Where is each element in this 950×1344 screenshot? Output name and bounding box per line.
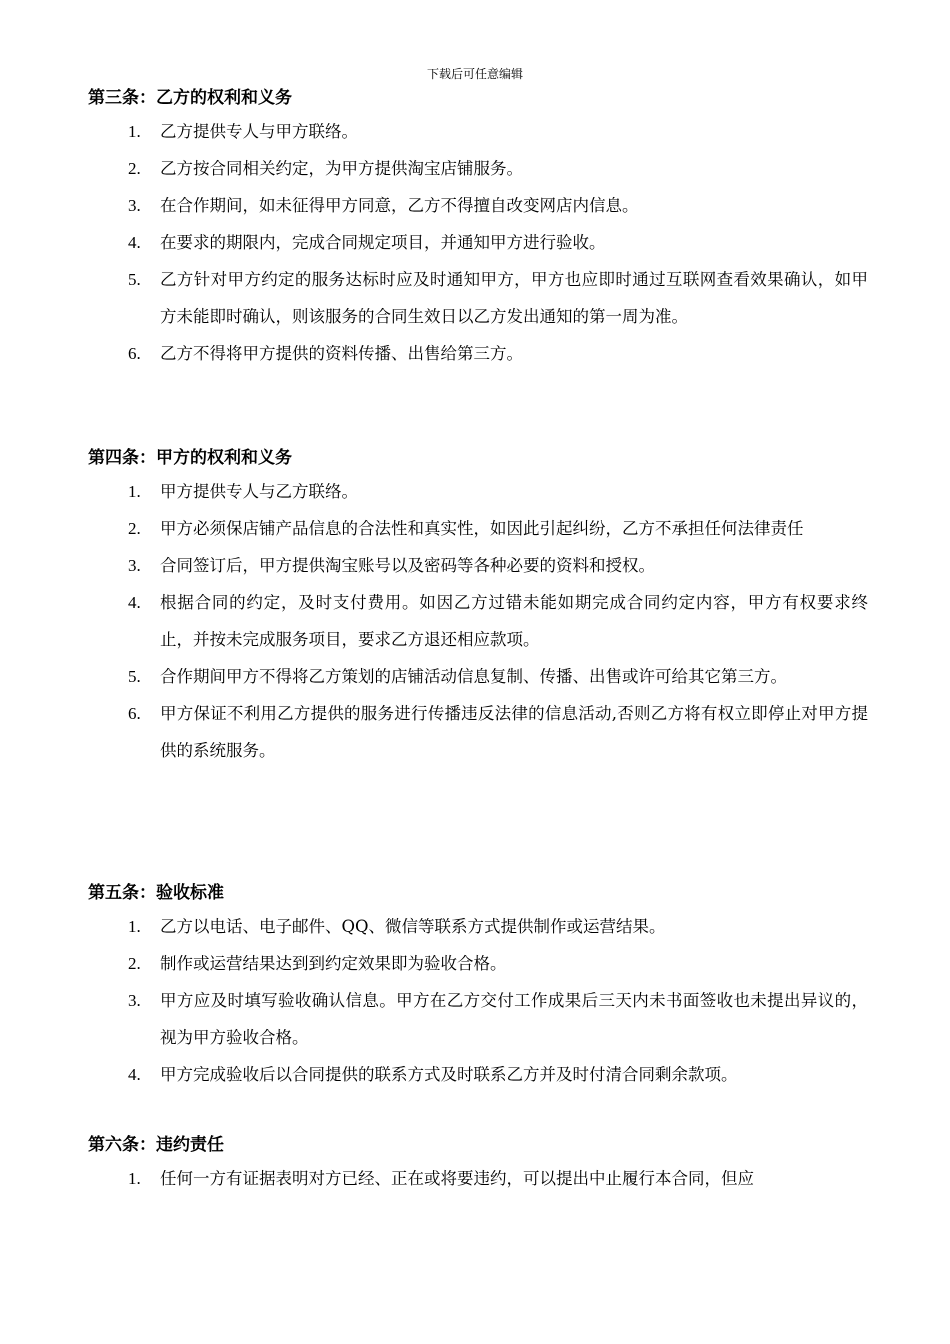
article-title: 第三条：乙方的权利和义务: [88, 88, 292, 108]
item-number: 6.: [128, 344, 141, 363]
list-item: [88, 908, 868, 945]
item-text: 乙方针对甲方约定的服务达标时应及时通知甲方，甲方也应即时通过互联网查看效果确认，如甲方未能即时确认，则该服务的合同生效日以乙方发出通知的第一周为准。: [160, 270, 868, 326]
article-title: 第四条：甲方的权利和义务: [88, 448, 292, 468]
article-6: [88, 1134, 868, 1197]
item-number: 1.: [128, 1169, 141, 1188]
item-text: 乙方提供专人与甲方联络。: [160, 122, 358, 141]
item-text: 甲方保证不利用乙方提供的服务进行传播违反法律的信息活动,否则乙方将有权立即停止对甲方提供的系统服务。: [160, 704, 868, 760]
article-title: 第六条：违约责任: [88, 1135, 224, 1155]
list-item: [88, 335, 868, 372]
item-text: 乙方不得将甲方提供的资料传播、出售给第三方。: [160, 344, 523, 363]
list-item: [88, 1160, 868, 1197]
item-text: 甲方必须保店铺产品信息的合法性和真实性，如因此引起纠纷，乙方不承担任何法律责任: [160, 519, 804, 538]
item-text: 根据合同的约定，及时支付费用。如因乙方过错未能如期完成合同约定内容，甲方有权要求终止，并按未完成服务项目，要求乙方退还相应款项。: [160, 593, 868, 649]
item-number: 3.: [128, 196, 141, 215]
item-number: 2.: [128, 159, 141, 178]
list-item: [88, 261, 868, 335]
list-item: [88, 224, 868, 261]
item-number: 4.: [128, 593, 141, 612]
list-item: [88, 150, 868, 187]
item-number: 2.: [128, 954, 141, 973]
item-number: 6.: [128, 704, 141, 723]
article-4: [88, 447, 868, 769]
list-item: [88, 658, 868, 695]
item-number: 5.: [128, 270, 141, 289]
list-item: [88, 510, 868, 547]
item-text: 在要求的期限内，完成合同规定项目，并通知甲方进行验收。: [160, 233, 606, 252]
item-text: 乙方按合同相关约定，为甲方提供淘宝店铺服务。: [160, 159, 523, 178]
article-3: [88, 87, 868, 372]
item-number: 2.: [128, 519, 141, 538]
item-text: 乙方以电话、电子邮件、QQ、微信等联系方式提供制作或运营结果。: [160, 917, 666, 936]
item-text: 甲方应及时填写验收确认信息。甲方在乙方交付工作成果后三天内未书面签收也未提出异议的，视为甲方验收合格。: [160, 991, 868, 1047]
item-text: 合同签订后，甲方提供淘宝账号以及密码等各种必要的资料和授权。: [160, 556, 655, 575]
item-number: 1.: [128, 917, 141, 936]
item-text: 甲方提供专人与乙方联络。: [160, 482, 358, 501]
item-text: 任何一方有证据表明对方已经、正在或将要违约，可以提出中止履行本合同，但应: [160, 1169, 754, 1188]
list-item: [88, 113, 868, 150]
item-text: 在合作期间，如未征得甲方同意，乙方不得擅自改变网店内信息。: [160, 196, 639, 215]
list-item: [88, 1056, 868, 1093]
list-item: [88, 187, 868, 224]
list-item: [88, 945, 868, 982]
list-item: [88, 695, 868, 769]
item-number: 4.: [128, 1065, 141, 1084]
article-title: 第五条：验收标准: [88, 883, 224, 903]
item-number: 5.: [128, 667, 141, 686]
list-item: [88, 547, 868, 584]
header-note: 下载后可任意编辑: [426, 67, 523, 81]
item-text: 甲方完成验收后以合同提供的联系方式及时联系乙方并及时付清合同剩余款项。: [160, 1065, 738, 1084]
item-number: 3.: [128, 991, 141, 1010]
item-text: 制作或运营结果达到到约定效果即为验收合格。: [160, 954, 507, 973]
item-number: 3.: [128, 556, 141, 575]
list-item: [88, 473, 868, 510]
list-item: [88, 982, 868, 1056]
article-5: [88, 882, 868, 1093]
item-text: 合作期间甲方不得将乙方策划的店铺活动信息复制、传播、出售或许可给其它第三方。: [160, 667, 787, 686]
item-number: 4.: [128, 233, 141, 252]
item-number: 1.: [128, 122, 141, 141]
list-item: [88, 584, 868, 658]
item-number: 1.: [128, 482, 141, 501]
